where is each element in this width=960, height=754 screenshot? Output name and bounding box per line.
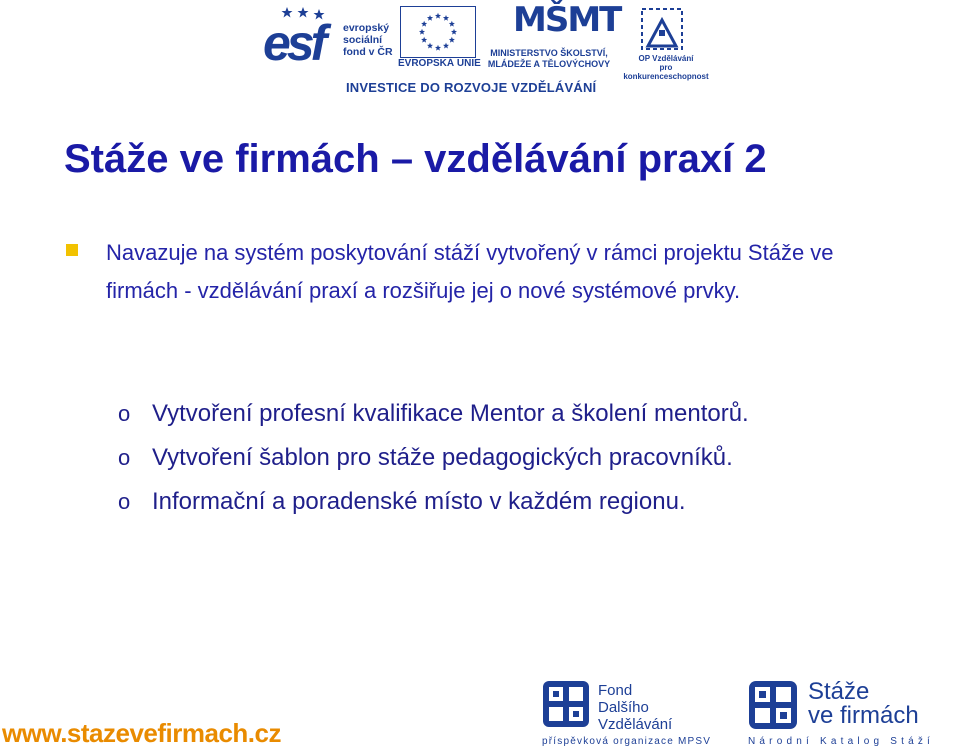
eu-star bbox=[451, 29, 457, 35]
esf-caption-line: fond v ČR bbox=[343, 46, 393, 58]
eu-star bbox=[435, 13, 441, 19]
eu-star bbox=[449, 21, 455, 27]
main-bullet-text: Navazuje na systém poskytování stáží vytvořený v rámci projektu Stáže ve firmách - vzdělávání praxí a rozšiřuje jej o nové systémové prvky. bbox=[106, 240, 834, 303]
sub-bullet-item bbox=[118, 392, 918, 436]
msmt-caption bbox=[483, 48, 615, 70]
staze-line: ve firmách bbox=[808, 702, 919, 729]
op-vzdelavani-logo-icon bbox=[639, 6, 685, 52]
eu-stars-icon bbox=[401, 7, 475, 57]
fdv-wordmark bbox=[598, 682, 672, 733]
eu-star bbox=[427, 15, 433, 21]
staze-ve-firmach-logo-icon bbox=[748, 680, 798, 730]
fdv-logo-icon bbox=[542, 680, 590, 728]
eu-star bbox=[449, 37, 455, 43]
eu-flag-logo bbox=[400, 6, 476, 58]
circle-bullet-icon: o bbox=[118, 445, 131, 470]
staze-wordmark bbox=[808, 680, 919, 728]
eu-star bbox=[435, 45, 441, 51]
fdv-line: Vzdělávání bbox=[598, 716, 673, 733]
circle-bullet-icon: o bbox=[118, 401, 131, 426]
sub-bullet-item bbox=[118, 480, 918, 524]
header-logo-strip bbox=[255, 0, 715, 100]
website-link[interactable]: www.stazevefirmach.cz bbox=[2, 718, 281, 748]
square-bullet-icon bbox=[66, 244, 78, 256]
msmt-caption-line: MLÁDEŽE A TĚLOVÝCHOVY bbox=[487, 59, 611, 69]
eu-star bbox=[419, 29, 425, 35]
op-caption bbox=[621, 54, 711, 81]
esf-logo bbox=[263, 6, 341, 71]
eu-star bbox=[443, 43, 449, 49]
eu-star bbox=[421, 21, 427, 27]
eu-star bbox=[421, 37, 427, 43]
op-caption-line: pro konkurenceschopnost bbox=[623, 63, 709, 81]
esf-wordmark: esf bbox=[263, 15, 324, 71]
fdv-caption: příspěvková organizace MPSV bbox=[542, 736, 712, 747]
msmt-caption-line: MINISTERSTVO ŠKOLSTVÍ, bbox=[490, 48, 608, 58]
slide-title: Stáže ve firmách – vzdělávání praxí 2 bbox=[64, 137, 767, 181]
op-caption-line: OP Vzdělávání bbox=[638, 54, 694, 63]
sub-bullet-item bbox=[118, 436, 918, 480]
eu-caption: EVROPSKÁ UNIE bbox=[398, 58, 481, 69]
sub-bullet-text: Vytvoření šablon pro stáže pedagogických pracovníků. bbox=[152, 444, 733, 471]
esf-caption bbox=[343, 22, 393, 58]
eu-star bbox=[443, 15, 449, 21]
eu-star bbox=[427, 43, 433, 49]
staze-line: Stáže bbox=[808, 678, 870, 705]
msmt-logo: MŠMT bbox=[513, 0, 621, 40]
sub-bullet-list bbox=[118, 392, 918, 524]
circle-bullet-icon: o bbox=[118, 489, 131, 514]
staze-caption: Národní Katalog Stáží bbox=[748, 736, 935, 747]
fdv-line: Fond bbox=[598, 682, 633, 699]
esf-caption-line: sociální bbox=[343, 34, 383, 46]
esf-caption-line: evropský bbox=[343, 22, 390, 34]
sub-bullet-text: Vytvoření profesní kvalifikace Mentor a školení mentorů. bbox=[152, 400, 749, 427]
fdv-line: Dalšího bbox=[598, 699, 649, 716]
invest-slogan: INVESTICE DO ROZVOJE VZDĚLÁVÁNÍ bbox=[346, 80, 597, 95]
sub-bullet-text: Informační a poradenské místo v každém regionu. bbox=[152, 488, 686, 515]
